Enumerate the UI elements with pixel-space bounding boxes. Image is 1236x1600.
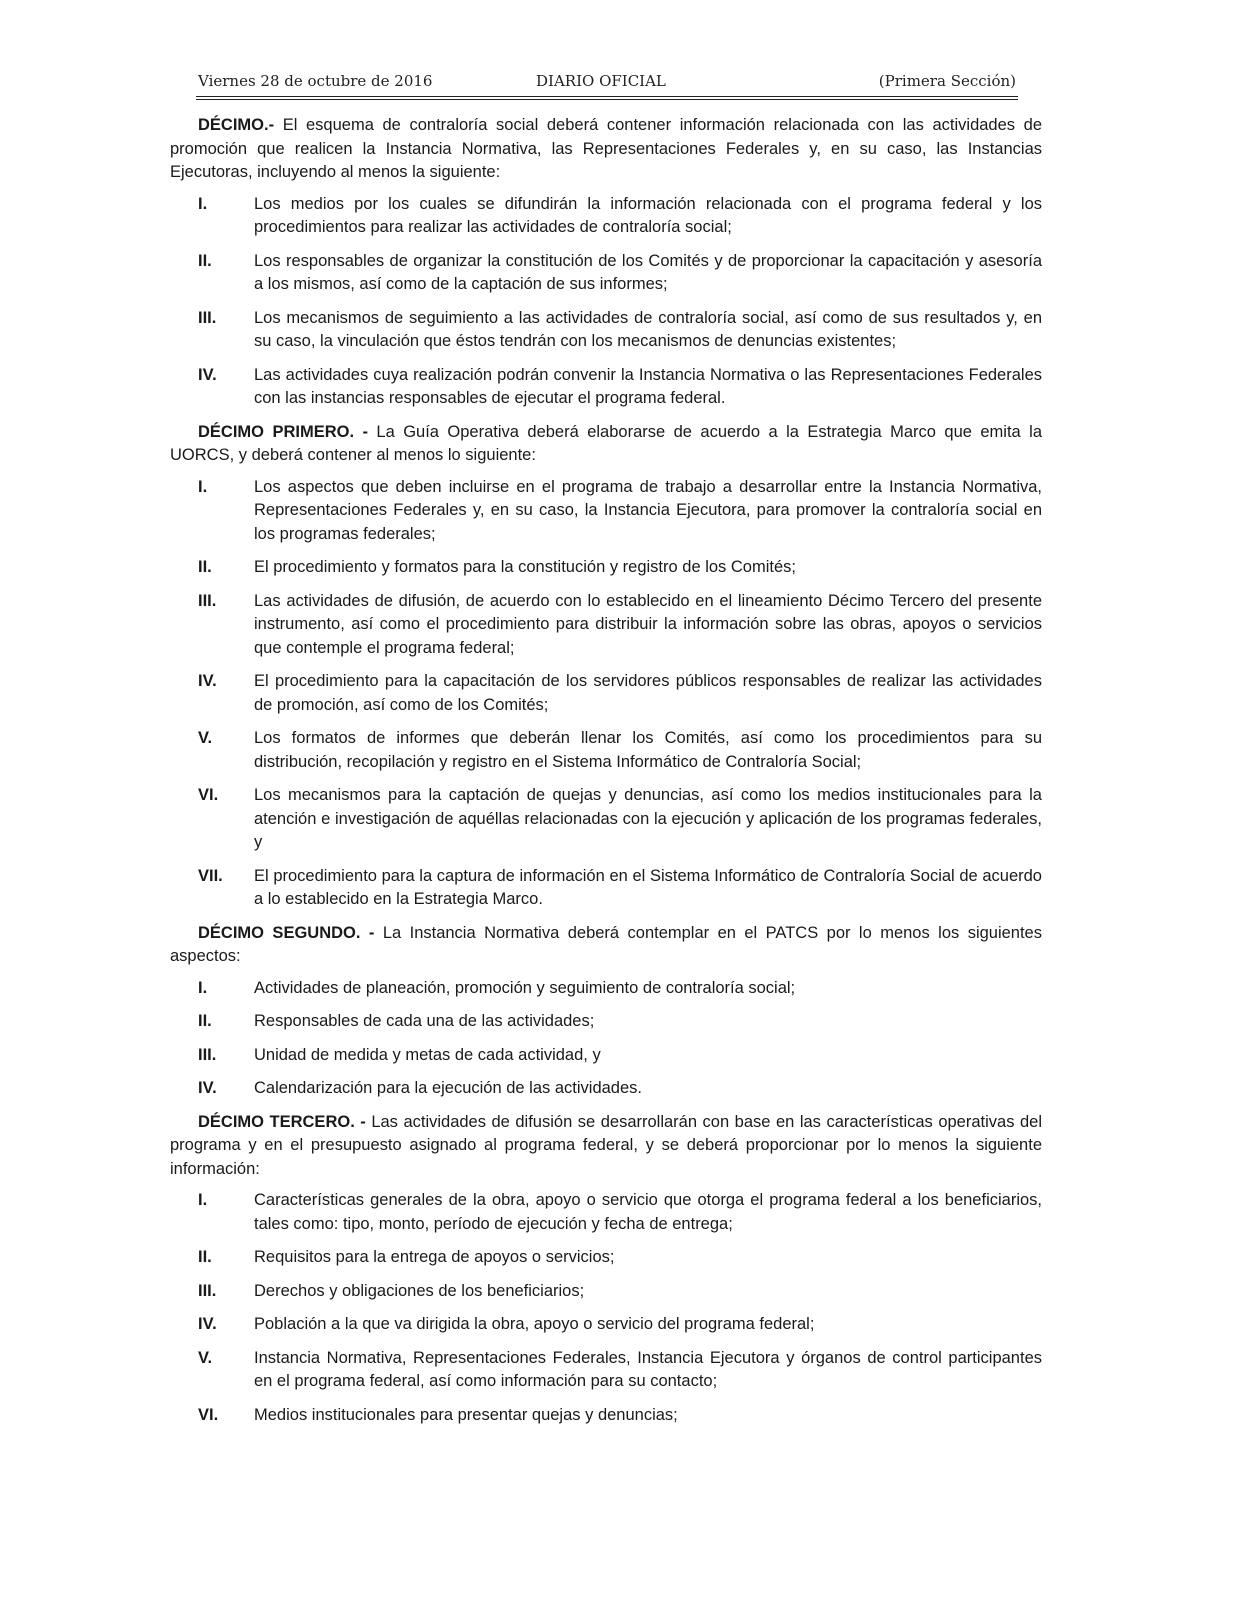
section-decimo-primero [170,421,1042,468]
list-item [170,1246,1042,1270]
header-date: Viernes 28 de octubre de 2016 [198,72,433,90]
item-text: Derechos y obligaciones de los beneficiarios; [254,1281,585,1300]
list-item [170,476,1042,547]
item-text: Calendarización para la ejecución de las actividades. [254,1079,642,1097]
section-decimo [170,114,1042,185]
item-text: Unidad de medida y metas de cada actividad, y [254,1045,601,1064]
list-item [170,1044,1042,1068]
item-text: Población a la que va dirigida la obra, apoyo o servicio del programa federal; [254,1315,815,1333]
list-item [170,865,1042,912]
item-number: II. [198,1248,212,1266]
item-number: I. [198,194,208,213]
section-intro: Las actividades de difusión se desarrollarán con base en las características operativas del programa y en el presupuesto asignado al programa federal, y se deberá proporcionar por lo menos la siguiente información: [170,1112,1042,1178]
page-header [196,70,1018,94]
item-number: I. [198,978,208,997]
item-number: II. [198,558,212,576]
list-item [170,977,1042,1001]
section-intro: La Instancia Normativa deberá contemplar en el PATCS por lo menos los siguientes aspectos: [170,923,1042,965]
item-number: III. [198,1045,217,1064]
list-item [170,1077,1042,1101]
item-number: III. [198,308,217,327]
list-item [170,590,1042,661]
item-text: Los medios por los cuales se difundirán la información relacionada con el programa federal y los procedimientos para realizar las actividades de contraloría social; [254,194,1042,236]
item-number: V. [198,1348,213,1367]
item-number: V. [198,729,213,747]
list-item [170,250,1042,297]
item-text: Las actividades de difusión, de acuerdo con lo establecido en el lineamiento Décimo Tercero del presente instrumento, así como el procedimiento para distribuir la información sobre las obras, apoyos o servicios que contemple el programa federal; [254,591,1042,657]
item-number: I. [198,477,208,496]
item-text: Los mecanismos para la captación de quejas y denuncias, así como los medios institucionales para la atención e investigación de aquéllas relacionadas con la ejecución y aplicación de los programas federales, y [254,786,1042,851]
header-publication: DIARIO OFICIAL [536,72,666,90]
list-item [170,364,1042,411]
item-text: Los formatos de informes que deberán llenar los Comités, así como los procedimientos para su distribución, recopilación y registro en el Sistema Informático de Contraloría Social; [254,729,1042,771]
item-number: IV. [198,1079,217,1097]
list-item [170,1347,1042,1394]
item-number: VI. [198,786,219,804]
item-number: IV. [198,672,217,690]
section-decimo-tercero [170,1111,1042,1182]
section-decimo-segundo [170,922,1042,969]
item-text: Medios institucionales para presentar quejas y denuncias; [254,1405,678,1424]
document-body [170,114,1042,1437]
item-number: II. [198,1012,212,1030]
list-item [170,193,1042,240]
list-item [170,784,1042,855]
list-item [170,1189,1042,1236]
list-item [170,670,1042,717]
list-item [170,1280,1042,1304]
section-intro: La Guía Operativa deberá elaborarse de acuerdo a la Estrategia Marco que emita la UORCS, y deberá contener al menos lo siguiente: [170,422,1042,464]
item-text: Actividades de planeación, promoción y seguimiento de contraloría social; [254,978,796,997]
item-text: Los responsables de organizar la constitución de los Comités y de proporcionar la capacitación y asesoría a los mismos, así como de la captación de sus informes; [254,251,1042,293]
list-item [170,727,1042,774]
section-intro: El esquema de contraloría social deberá contener información relacionada con las actividades de promoción que realicen la Instancia Normativa, las Representaciones Federales y, en su caso, las Instancias Ejecutoras, incluyendo al menos la siguiente: [170,116,1042,181]
header-section: (Primera Sección) [878,72,1016,90]
list-item [170,1313,1042,1337]
section-heading: DÉCIMO.- [198,116,275,134]
item-text: El procedimiento para la capacitación de los servidores públicos responsables de realizar las actividades de promoción, así como de los Comités; [254,672,1042,714]
item-number: II. [198,251,212,270]
item-number: IV. [198,1315,217,1333]
item-text: Responsables de cada una de las actividades; [254,1012,595,1030]
item-text: El procedimiento para la captura de información en el Sistema Informático de Contraloría Social de acuerdo a lo establecido en la Estrategia Marco. [254,866,1042,908]
list-item [170,307,1042,354]
item-text: Instancia Normativa, Representaciones Federales, Instancia Ejecutora y órganos de control participantes en el programa federal, así como información para su contacto; [254,1348,1042,1390]
item-text: Características generales de la obra, apoyo o servicio que otorga el programa federal a los beneficiarios, tales como: tipo, monto, período de ejecución y fecha de entrega; [254,1191,1042,1233]
item-text: Los aspectos que deben incluirse en el programa de trabajo a desarrollar entre la Instancia Normativa, Representaciones Federales y, en su caso, la Instancia Ejecutora, para promover la contraloría social en los programas federales; [254,477,1042,543]
item-number: VI. [198,1405,219,1424]
header-rule-bottom [196,99,1018,100]
item-number: III. [198,1281,217,1300]
list-item [170,1010,1042,1034]
list-item [170,1404,1042,1428]
item-text: El procedimiento y formatos para la constitución y registro de los Comités; [254,558,796,576]
list-item [170,556,1042,580]
section-heading: DÉCIMO SEGUNDO. - [198,923,375,942]
section-heading: DÉCIMO TERCERO. - [198,1112,366,1131]
item-number: I. [198,1191,208,1209]
header-rule-top [196,96,1018,97]
item-text: Los mecanismos de seguimiento a las actividades de contraloría social, así como de sus resultados y, en su caso, la vinculación que éstos tendrán con los mecanismos de denuncias existentes; [254,308,1042,350]
section-heading: DÉCIMO PRIMERO. - [198,422,368,441]
item-number: IV. [198,365,217,384]
item-text: Requisitos para la entrega de apoyos o servicios; [254,1248,615,1266]
item-text: Las actividades cuya realización podrán convenir la Instancia Normativa o las Representaciones Federales con las instancias responsables de ejecutar el programa federal. [254,365,1042,407]
item-number: VII. [198,866,223,885]
item-number: III. [198,591,217,610]
